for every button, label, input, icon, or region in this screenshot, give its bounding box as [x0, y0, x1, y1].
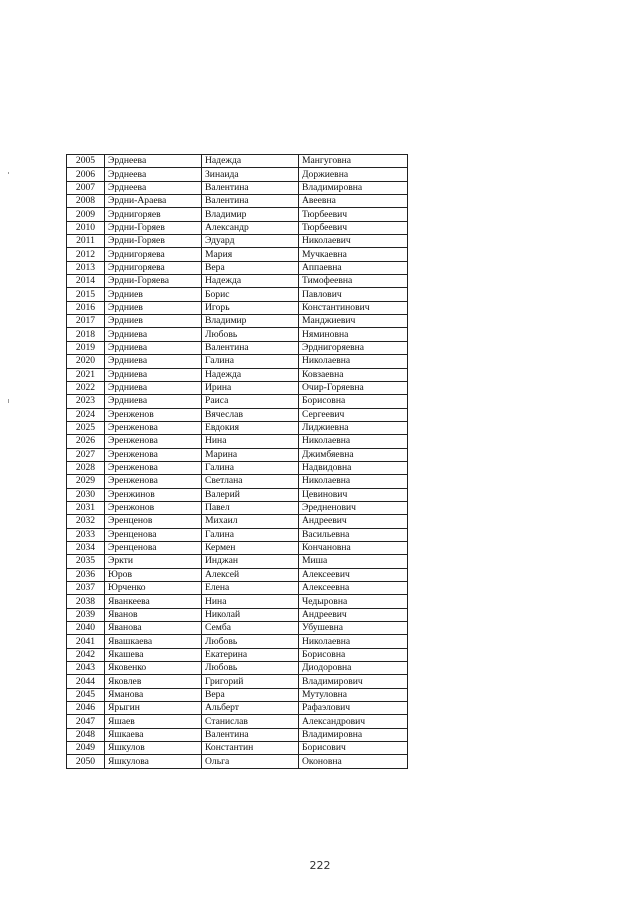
patronymic-cell: Мучкаевна [299, 248, 408, 261]
table-row [67, 368, 408, 381]
surname-cell: Эренженова [105, 448, 202, 461]
row-number: 2005 [67, 155, 105, 168]
row-number: 2036 [67, 568, 105, 581]
table-row [67, 662, 408, 675]
first-name-cell: Любовь [202, 328, 299, 341]
first-name-cell: Павел [202, 501, 299, 514]
table-row [67, 328, 408, 341]
table-row [67, 235, 408, 248]
first-name-cell: Константин [202, 742, 299, 755]
table-row [67, 461, 408, 474]
first-name-cell: Евдокия [202, 421, 299, 434]
first-name-cell: Кермен [202, 541, 299, 554]
first-name-cell: Ирина [202, 381, 299, 394]
first-name-cell: Эдуард [202, 235, 299, 248]
row-number: 2018 [67, 328, 105, 341]
table-row [67, 688, 408, 701]
patronymic-cell: Борисовна [299, 648, 408, 661]
first-name-cell: Любовь [202, 635, 299, 648]
patronymic-cell: Няминовна [299, 328, 408, 341]
patronymic-cell: Доржиевна [299, 168, 408, 181]
surname-cell: Яковенко [105, 662, 202, 675]
row-number: 2019 [67, 341, 105, 354]
table-row [67, 475, 408, 488]
surname-cell: Эрднигоряева [105, 248, 202, 261]
first-name-cell: Валерий [202, 488, 299, 501]
row-number: 2047 [67, 715, 105, 728]
surname-cell: Эрдниева [105, 395, 202, 408]
row-number: 2014 [67, 275, 105, 288]
surname-cell: Яшкаева [105, 728, 202, 741]
surname-cell: Эренженов [105, 408, 202, 421]
surname-cell: Яковлев [105, 675, 202, 688]
names-table-body [67, 155, 408, 769]
patronymic-cell: Васильевна [299, 528, 408, 541]
table-row [67, 381, 408, 394]
first-name-cell: Григорий [202, 675, 299, 688]
row-number: 2041 [67, 635, 105, 648]
surname-cell: Эренжинов [105, 488, 202, 501]
surname-cell: Эрдни-Горяев [105, 235, 202, 248]
surname-cell: Юров [105, 568, 202, 581]
patronymic-cell: Борисович [299, 742, 408, 755]
patronymic-cell: Николаевна [299, 635, 408, 648]
patronymic-cell: Мангуговна [299, 155, 408, 168]
first-name-cell: Семба [202, 622, 299, 635]
table-row [67, 568, 408, 581]
patronymic-cell: Павлович [299, 288, 408, 301]
page-number: 222 [309, 859, 331, 872]
surname-cell: Якашева [105, 648, 202, 661]
row-number: 2037 [67, 582, 105, 595]
first-name-cell: Елена [202, 582, 299, 595]
table-row [67, 301, 408, 314]
surname-cell: Эрднигоряев [105, 208, 202, 221]
first-name-cell: Владимир [202, 208, 299, 221]
patronymic-cell: Владимировна [299, 728, 408, 741]
surname-cell: Эренценова [105, 528, 202, 541]
patronymic-cell: Убушевна [299, 622, 408, 635]
surname-cell: Эрднеева [105, 155, 202, 168]
patronymic-cell: Владимировна [299, 181, 408, 194]
patronymic-cell: Борисовна [299, 395, 408, 408]
first-name-cell: Станислав [202, 715, 299, 728]
surname-cell: Эренжонов [105, 501, 202, 514]
patronymic-cell: Очир-Горяевна [299, 381, 408, 394]
row-number: 2031 [67, 501, 105, 514]
row-number: 2015 [67, 288, 105, 301]
table-row [67, 155, 408, 168]
patronymic-cell: Аппаевна [299, 261, 408, 274]
table-row [67, 755, 408, 768]
patronymic-cell: Миша [299, 555, 408, 568]
surname-cell: Яшкулов [105, 742, 202, 755]
first-name-cell: Валентина [202, 341, 299, 354]
table-row [67, 541, 408, 554]
row-number: 2024 [67, 408, 105, 421]
row-number: 2007 [67, 181, 105, 194]
table-row [67, 408, 408, 421]
first-name-cell: Вячеслав [202, 408, 299, 421]
first-name-cell: Нина [202, 435, 299, 448]
table-row [67, 648, 408, 661]
first-name-cell: Галина [202, 528, 299, 541]
row-number: 2034 [67, 541, 105, 554]
patronymic-cell: Сергеевич [299, 408, 408, 421]
first-name-cell: Раиса [202, 395, 299, 408]
row-number: 2027 [67, 448, 105, 461]
row-number: 2039 [67, 608, 105, 621]
surname-cell: Эрдниева [105, 368, 202, 381]
surname-cell: Эрдниева [105, 355, 202, 368]
surname-cell: Эренженова [105, 435, 202, 448]
surname-cell: Явашкаева [105, 635, 202, 648]
table-row [67, 448, 408, 461]
row-number: 2033 [67, 528, 105, 541]
first-name-cell: Вера [202, 688, 299, 701]
patronymic-cell: Рафаэлович [299, 702, 408, 715]
surname-cell: Эркти [105, 555, 202, 568]
first-name-cell: Нина [202, 595, 299, 608]
patronymic-cell: Тюрбеевич [299, 208, 408, 221]
table-row [67, 221, 408, 234]
row-number: 2021 [67, 368, 105, 381]
row-number: 2009 [67, 208, 105, 221]
first-name-cell: Альберт [202, 702, 299, 715]
row-number: 2030 [67, 488, 105, 501]
patronymic-cell: Кончановна [299, 541, 408, 554]
patronymic-cell: Манджиевич [299, 315, 408, 328]
first-name-cell: Александр [202, 221, 299, 234]
first-name-cell: Любовь [202, 662, 299, 675]
first-name-cell: Валентина [202, 195, 299, 208]
row-number: 2017 [67, 315, 105, 328]
table-row [67, 435, 408, 448]
row-number: 2040 [67, 622, 105, 635]
first-name-cell: Игорь [202, 301, 299, 314]
surname-cell: Эрдни-Араева [105, 195, 202, 208]
table-row [67, 582, 408, 595]
table-row [67, 395, 408, 408]
row-number: 2020 [67, 355, 105, 368]
table-row [67, 622, 408, 635]
first-name-cell: Николай [202, 608, 299, 621]
first-name-cell: Зинаида [202, 168, 299, 181]
table-row [67, 608, 408, 621]
table-row [67, 675, 408, 688]
patronymic-cell: Ковзаевна [299, 368, 408, 381]
surname-cell: Эрдни-Горяева [105, 275, 202, 288]
table-row [67, 341, 408, 354]
patronymic-cell: Алексеевна [299, 582, 408, 595]
patronymic-cell: Мутуловна [299, 688, 408, 701]
table-row [67, 288, 408, 301]
first-name-cell: Валентина [202, 728, 299, 741]
table-row [67, 168, 408, 181]
patronymic-cell: Александрович [299, 715, 408, 728]
row-number: 2032 [67, 515, 105, 528]
row-number: 2049 [67, 742, 105, 755]
surname-cell: Эрдниева [105, 341, 202, 354]
surname-cell: Яшаев [105, 715, 202, 728]
row-number: 2042 [67, 648, 105, 661]
patronymic-cell: Тюрбеевич [299, 221, 408, 234]
patronymic-cell: Оконовна [299, 755, 408, 768]
table-row [67, 421, 408, 434]
row-number: 2046 [67, 702, 105, 715]
row-number: 2008 [67, 195, 105, 208]
row-number: 2028 [67, 461, 105, 474]
surname-cell: Эренженова [105, 461, 202, 474]
table-row [67, 515, 408, 528]
row-number: 2011 [67, 235, 105, 248]
row-number: 2010 [67, 221, 105, 234]
row-number: 2022 [67, 381, 105, 394]
table-row [67, 195, 408, 208]
row-number: 2035 [67, 555, 105, 568]
surname-cell: Эрдниев [105, 315, 202, 328]
first-name-cell: Алексей [202, 568, 299, 581]
row-number: 2029 [67, 475, 105, 488]
first-name-cell: Надежда [202, 368, 299, 381]
table-row [67, 715, 408, 728]
row-number: 2013 [67, 261, 105, 274]
patronymic-cell: Диодоровна [299, 662, 408, 675]
table-row [67, 728, 408, 741]
table-row [67, 501, 408, 514]
table-row [67, 488, 408, 501]
surname-cell: Яванкеева [105, 595, 202, 608]
patronymic-cell: Андреевич [299, 608, 408, 621]
row-number: 2006 [67, 168, 105, 181]
row-number: 2025 [67, 421, 105, 434]
table-row [67, 181, 408, 194]
surname-cell: Эренценова [105, 541, 202, 554]
surname-cell: Эренценов [105, 515, 202, 528]
patronymic-cell: Эрднигоряевна [299, 341, 408, 354]
row-number: 2048 [67, 728, 105, 741]
row-number: 2045 [67, 688, 105, 701]
surname-cell: Юрченко [105, 582, 202, 595]
patronymic-cell: Николаевич [299, 235, 408, 248]
patronymic-cell: Андреевич [299, 515, 408, 528]
patronymic-cell: Надвидовна [299, 461, 408, 474]
first-name-cell: Надежда [202, 155, 299, 168]
first-name-cell: Владимир [202, 315, 299, 328]
first-name-cell: Валентина [202, 181, 299, 194]
surname-cell: Яманова [105, 688, 202, 701]
row-number: 2012 [67, 248, 105, 261]
first-name-cell: Екатерина [202, 648, 299, 661]
names-table [66, 154, 408, 769]
table-row [67, 555, 408, 568]
patronymic-cell: Лиджиевна [299, 421, 408, 434]
first-name-cell: Мария [202, 248, 299, 261]
surname-cell: Эрдниев [105, 301, 202, 314]
table-row [67, 315, 408, 328]
patronymic-cell: Эредненович [299, 501, 408, 514]
first-name-cell: Галина [202, 461, 299, 474]
table-row [67, 702, 408, 715]
patronymic-cell: Чедыровна [299, 595, 408, 608]
first-name-cell: Борис [202, 288, 299, 301]
row-number: 2043 [67, 662, 105, 675]
first-name-cell: Ольга [202, 755, 299, 768]
first-name-cell: Марина [202, 448, 299, 461]
scan-speck [8, 399, 9, 403]
table-row [67, 275, 408, 288]
patronymic-cell: Николаевна [299, 435, 408, 448]
patronymic-cell: Владимирович [299, 675, 408, 688]
patronymic-cell: Николаевна [299, 355, 408, 368]
patronymic-cell: Авеевна [299, 195, 408, 208]
surname-cell: Эрдни-Горяев [105, 221, 202, 234]
surname-cell: Яванов [105, 608, 202, 621]
table-row [67, 528, 408, 541]
surname-cell: Эрднигоряева [105, 261, 202, 274]
surname-cell: Эрдниева [105, 328, 202, 341]
patronymic-cell: Джимбяевна [299, 448, 408, 461]
surname-cell: Эрднеева [105, 181, 202, 194]
patronymic-cell: Цевинович [299, 488, 408, 501]
surname-cell: Эрднеева [105, 168, 202, 181]
first-name-cell: Галина [202, 355, 299, 368]
row-number: 2023 [67, 395, 105, 408]
first-name-cell: Михаил [202, 515, 299, 528]
surname-cell: Яшкулова [105, 755, 202, 768]
first-name-cell: Надежда [202, 275, 299, 288]
patronymic-cell: Николаевна [299, 475, 408, 488]
surname-cell: Эренженова [105, 475, 202, 488]
table-row [67, 742, 408, 755]
surname-cell: Эренженова [105, 421, 202, 434]
scan-speck [8, 172, 9, 174]
row-number: 2026 [67, 435, 105, 448]
surname-cell: Эрдниев [105, 288, 202, 301]
surname-cell: Ярыгин [105, 702, 202, 715]
first-name-cell: Светлана [202, 475, 299, 488]
surname-cell: Эрдниева [105, 381, 202, 394]
patronymic-cell: Константинович [299, 301, 408, 314]
row-number: 2050 [67, 755, 105, 768]
first-name-cell: Вера [202, 261, 299, 274]
patronymic-cell: Тимофеевна [299, 275, 408, 288]
table-row [67, 355, 408, 368]
table-row [67, 248, 408, 261]
row-number: 2016 [67, 301, 105, 314]
patronymic-cell: Алексеевич [299, 568, 408, 581]
row-number: 2044 [67, 675, 105, 688]
table-row [67, 595, 408, 608]
surname-cell: Яванова [105, 622, 202, 635]
table-row [67, 208, 408, 221]
first-name-cell: Инджан [202, 555, 299, 568]
table-row [67, 261, 408, 274]
row-number: 2038 [67, 595, 105, 608]
table-row [67, 635, 408, 648]
